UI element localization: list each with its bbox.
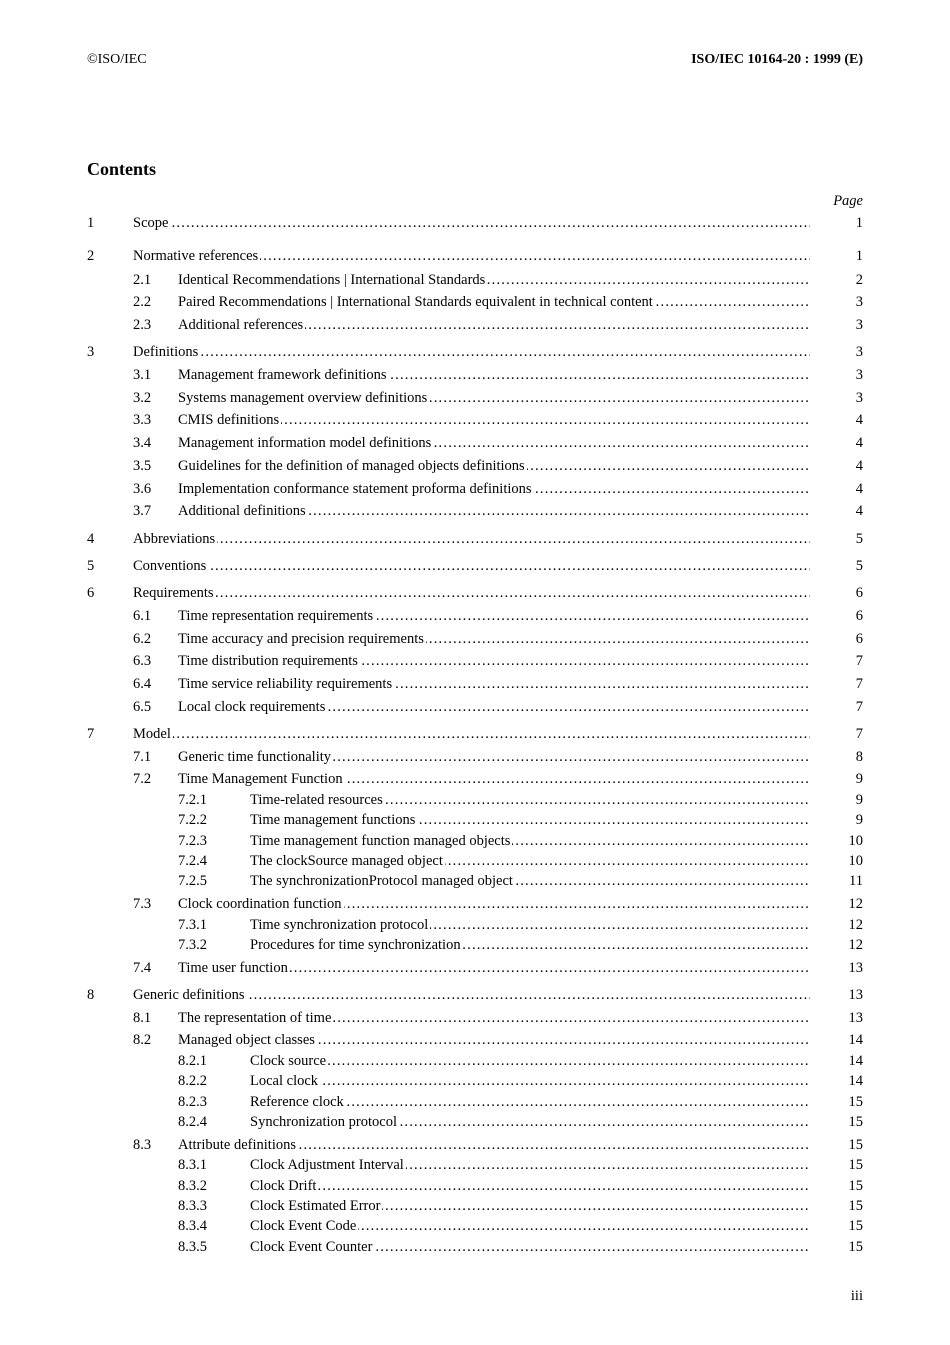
- toc-entry[interactable]: [0, 769, 950, 789]
- toc-entry-page: 3: [855, 367, 863, 383]
- toc-entry-number: 8: [87, 987, 95, 1003]
- toc-entry-page: 8: [855, 749, 863, 765]
- toc-entry-page: 15: [848, 1239, 863, 1255]
- toc-entry[interactable]: [0, 894, 950, 914]
- toc-entry-page: 3: [855, 344, 863, 360]
- toc-entry[interactable]: [0, 456, 950, 476]
- toc-entry-page: 15: [848, 1178, 863, 1194]
- toc-entry[interactable]: [0, 501, 950, 521]
- toc-entry-title: Clock Event Counter .....: [250, 1237, 810, 1257]
- toc-entry[interactable]: [0, 529, 950, 549]
- toc-entry-number: 3.5: [133, 458, 152, 474]
- toc-entry[interactable]: [0, 831, 950, 851]
- toc-entry-page: 2: [855, 272, 863, 288]
- toc-entry[interactable]: [0, 433, 950, 453]
- toc-entry[interactable]: [0, 871, 950, 891]
- toc-entry-title: The representation of time .....: [178, 1008, 810, 1028]
- toc-entry[interactable]: [0, 213, 950, 233]
- toc-entry[interactable]: [0, 1155, 950, 1175]
- toc-entry-number: 3.4: [133, 435, 152, 451]
- toc-entry[interactable]: [0, 342, 950, 362]
- toc-entry-page: 3: [855, 294, 863, 310]
- toc-entry-page: 14: [848, 1053, 863, 1069]
- toc-entry-number: 6.5: [133, 699, 152, 715]
- toc-entry-title: Local clock .....: [250, 1071, 810, 1091]
- toc-entry-title: Local clock requirements .....: [178, 697, 810, 717]
- toc-entry-title: Generic time functionality .....: [178, 747, 810, 767]
- toc-entry-page: 3: [855, 390, 863, 406]
- toc-entry-page: 1: [855, 248, 863, 264]
- toc-entry-title: Implementation conformance statement proforma definitions .....: [178, 479, 810, 499]
- toc-entry-page: 15: [848, 1198, 863, 1214]
- page-column-label: Page: [833, 193, 863, 209]
- toc-entry-title: Time distribution requirements .....: [178, 651, 810, 671]
- toc-entry[interactable]: [0, 935, 950, 955]
- toc-entry[interactable]: [0, 724, 950, 744]
- toc-entry-number: 8.2: [133, 1032, 152, 1048]
- toc-entry-number: 6.3: [133, 653, 152, 669]
- toc-entry-number: 7.2.5: [178, 873, 207, 889]
- toc-entry[interactable]: [0, 410, 950, 430]
- toc-entry-number: 3.2: [133, 390, 152, 406]
- toc-entry-page: 15: [848, 1137, 863, 1153]
- toc-entry[interactable]: [0, 958, 950, 978]
- toc-entry-title: Management framework definitions .....: [178, 365, 810, 385]
- toc-entry[interactable]: [0, 365, 950, 385]
- toc-entry-title: Clock Estimated Error .....: [250, 1196, 810, 1216]
- toc-entry[interactable]: [0, 985, 950, 1005]
- toc-entry-number: 6.1: [133, 608, 152, 624]
- toc-entry-title: Time representation requirements .....: [178, 606, 810, 626]
- toc-entry-page: 9: [855, 771, 863, 787]
- toc-entry-title: Procedures for time synchronization .....: [250, 935, 810, 955]
- toc-entry-number: 8.3.4: [178, 1218, 207, 1234]
- toc-entry[interactable]: [0, 697, 950, 717]
- toc-entry[interactable]: [0, 810, 950, 830]
- toc-entry-page: 9: [855, 812, 863, 828]
- toc-entry-page: 4: [855, 481, 863, 497]
- toc-entry-title: Scope .....: [133, 213, 810, 233]
- toc-entry-number: 7.2.3: [178, 833, 207, 849]
- toc-entry-page: 12: [848, 937, 863, 953]
- toc-entry[interactable]: [0, 1112, 950, 1132]
- toc-entry-title: CMIS definitions .....: [178, 410, 810, 430]
- toc-entry-title: Requirements .....: [133, 583, 810, 603]
- toc-entry-title: Time synchronization protocol .....: [250, 915, 810, 935]
- toc-entry-page: 1: [855, 215, 863, 231]
- toc-entry-title: Clock Event Code .....: [250, 1216, 810, 1236]
- toc-entry-page: 6: [855, 608, 863, 624]
- toc-entry-number: 7.4: [133, 960, 152, 976]
- toc-entry-title: Abbreviations .....: [133, 529, 810, 549]
- header-copyright: ©ISO/IEC: [87, 52, 147, 67]
- toc-entry-number: 8.2.3: [178, 1094, 207, 1110]
- toc-entry-number: 3: [87, 344, 95, 360]
- toc-entry-title: Reference clock .....: [250, 1092, 810, 1112]
- toc-entry-page: 7: [855, 726, 863, 742]
- toc-entry[interactable]: [0, 583, 950, 603]
- toc-entry-number: 5: [87, 558, 95, 574]
- toc-entry-page: 4: [855, 458, 863, 474]
- toc-entry-title: Time management functions .....: [250, 810, 810, 830]
- toc-entry-page: 7: [855, 676, 863, 692]
- toc-entry-title: Time-related resources .....: [250, 790, 810, 810]
- toc-entry-page: 7: [855, 653, 863, 669]
- toc-entry-number: 8.2.1: [178, 1053, 207, 1069]
- toc-entry-page: 4: [855, 503, 863, 519]
- toc-entry[interactable]: [0, 292, 950, 312]
- toc-entry-number: 3.1: [133, 367, 152, 383]
- toc-entry-page: 5: [855, 558, 863, 574]
- toc-entry[interactable]: [0, 1030, 950, 1050]
- toc-entry-title: Time accuracy and precision requirements .....: [178, 629, 810, 649]
- toc-entry[interactable]: [0, 1008, 950, 1028]
- toc-entry-number: 4: [87, 531, 95, 547]
- toc-entry-title: Time user function .....: [178, 958, 810, 978]
- toc-entry-title: Conventions .....: [133, 556, 810, 576]
- toc-entry-title: Additional definitions .....: [178, 501, 810, 521]
- toc-entry[interactable]: [0, 1237, 950, 1257]
- toc-entry-title: Generic definitions .....: [133, 985, 810, 1005]
- toc-entry-number: 3.3: [133, 412, 152, 428]
- header-document-id: ISO/IEC 10164-20 : 1999 (E): [691, 52, 863, 67]
- toc-entry-page: 6: [855, 631, 863, 647]
- toc-entry-title: Clock coordination function .....: [178, 894, 810, 914]
- toc-entry[interactable]: [0, 629, 950, 649]
- toc-entry-number: 7.2.4: [178, 853, 207, 869]
- toc-entry-number: 6.4: [133, 676, 152, 692]
- toc-entry-title: Model .....: [133, 724, 810, 744]
- toc-entry-page: 6: [855, 585, 863, 601]
- toc-entry[interactable]: [0, 606, 950, 626]
- toc-entry-number: 7.3.1: [178, 917, 207, 933]
- toc-entry-page: 9: [855, 792, 863, 808]
- toc-entry[interactable]: [0, 851, 950, 871]
- toc-entry-page: 10: [848, 833, 863, 849]
- toc-entry-number: 8.3.5: [178, 1239, 207, 1255]
- toc-entry[interactable]: [0, 915, 950, 935]
- toc-entry-page: 5: [855, 531, 863, 547]
- toc-entry-title: Clock Drift .....: [250, 1176, 810, 1196]
- toc-entry[interactable]: [0, 1051, 950, 1071]
- toc-entry-number: 2.3: [133, 317, 152, 333]
- toc-entry-number: 7.3: [133, 896, 152, 912]
- toc-entry[interactable]: [0, 246, 950, 266]
- toc-entry-page: 15: [848, 1114, 863, 1130]
- toc-entry-title: Paired Recommendations | International Standards equivalent in technical content .....: [178, 292, 810, 312]
- toc-entry-number: 3.6: [133, 481, 152, 497]
- toc-entry[interactable]: [0, 747, 950, 767]
- toc-entry-page: 14: [848, 1073, 863, 1089]
- toc-entry[interactable]: [0, 1176, 950, 1196]
- toc-entry[interactable]: [0, 1071, 950, 1091]
- toc-entry-page: 7: [855, 699, 863, 715]
- toc-entry-title: Identical Recommendations | International Standards .....: [178, 270, 810, 290]
- toc-entry[interactable]: [0, 790, 950, 810]
- toc-entry-number: 8.3.1: [178, 1157, 207, 1173]
- toc-entry-page: 13: [848, 1010, 863, 1026]
- toc-entry-number: 6: [87, 585, 95, 601]
- toc-entry-page: 4: [855, 435, 863, 451]
- toc-entry-number: 8.2.2: [178, 1073, 207, 1089]
- toc-entry-number: 7: [87, 726, 95, 742]
- toc-entry-number: 8.2.4: [178, 1114, 207, 1130]
- toc-entry-title: Definitions .....: [133, 342, 810, 362]
- toc-entry[interactable]: [0, 479, 950, 499]
- toc-entry-title: Managed object classes .....: [178, 1030, 810, 1050]
- toc-entry-title: Guidelines for the definition of managed objects definitions .....: [178, 456, 810, 476]
- toc-entry-page: 4: [855, 412, 863, 428]
- toc-entry-title: Systems management overview definitions .....: [178, 388, 810, 408]
- page-title: Contents: [87, 159, 157, 179]
- toc-entry[interactable]: [0, 1196, 950, 1216]
- toc-entry-page: 3: [855, 317, 863, 333]
- toc-entry-title: Clock source .....: [250, 1051, 810, 1071]
- toc-entry-number: 7.1: [133, 749, 152, 765]
- toc-entry-number: 7.2.1: [178, 792, 207, 808]
- toc-entry-title: Time Management Function .....: [178, 769, 810, 789]
- toc-entry-page: 13: [848, 960, 863, 976]
- toc-entry-title: Clock Adjustment Interval .....: [250, 1155, 810, 1175]
- toc-entry[interactable]: [0, 1216, 950, 1236]
- toc-entry-page: 12: [848, 896, 863, 912]
- toc-entry-number: 3.7: [133, 503, 152, 519]
- toc-entry-number: 7.2: [133, 771, 152, 787]
- toc-entry-title: Management information model definitions .....: [178, 433, 810, 453]
- toc-entry-page: 15: [848, 1157, 863, 1173]
- toc-entry[interactable]: [0, 674, 950, 694]
- toc-entry[interactable]: [0, 556, 950, 576]
- toc-entry[interactable]: [0, 1092, 950, 1112]
- page-number: iii: [850, 1288, 863, 1304]
- toc-entry[interactable]: [0, 1135, 950, 1155]
- toc-entry-page: 15: [848, 1094, 863, 1110]
- toc-entry-number: 8.3.2: [178, 1178, 207, 1194]
- toc-entry-number: 8.3: [133, 1137, 152, 1153]
- toc-entry-number: 2.1: [133, 272, 152, 288]
- toc-entry-number: 7.3.2: [178, 937, 207, 953]
- toc-entry-number: 1: [87, 215, 95, 231]
- toc-entry-title: The clockSource managed object .....: [250, 851, 810, 871]
- toc-entry-title: Normative references .....: [133, 246, 810, 266]
- toc-entry-page: 11: [849, 873, 863, 889]
- toc-entry[interactable]: [0, 270, 950, 290]
- toc-entry-title: Attribute definitions .....: [178, 1135, 810, 1155]
- toc-entry-number: 8.1: [133, 1010, 152, 1026]
- toc-entry-number: 2: [87, 248, 95, 264]
- toc-entry-page: 14: [848, 1032, 863, 1048]
- toc-entry-title: Synchronization protocol .....: [250, 1112, 810, 1132]
- toc-entry-page: 13: [848, 987, 863, 1003]
- toc-entry-title: Additional references .....: [178, 315, 810, 335]
- toc-entry-page: 15: [848, 1218, 863, 1234]
- toc-entry-title: The synchronizationProtocol managed object .....: [250, 871, 810, 891]
- toc-entry-page: 10: [848, 853, 863, 869]
- toc-entry-number: 2.2: [133, 294, 152, 310]
- toc-entry-number: 8.3.3: [178, 1198, 207, 1214]
- toc-entry-title: Time management function managed objects .....: [250, 831, 810, 851]
- toc-entry[interactable]: [0, 388, 950, 408]
- toc-entry-number: 7.2.2: [178, 812, 207, 828]
- toc-entry[interactable]: [0, 651, 950, 671]
- toc-entry-number: 6.2: [133, 631, 152, 647]
- toc-entry[interactable]: [0, 315, 950, 335]
- toc-entry-page: 12: [848, 917, 863, 933]
- toc-entry-title: Time service reliability requirements .....: [178, 674, 810, 694]
